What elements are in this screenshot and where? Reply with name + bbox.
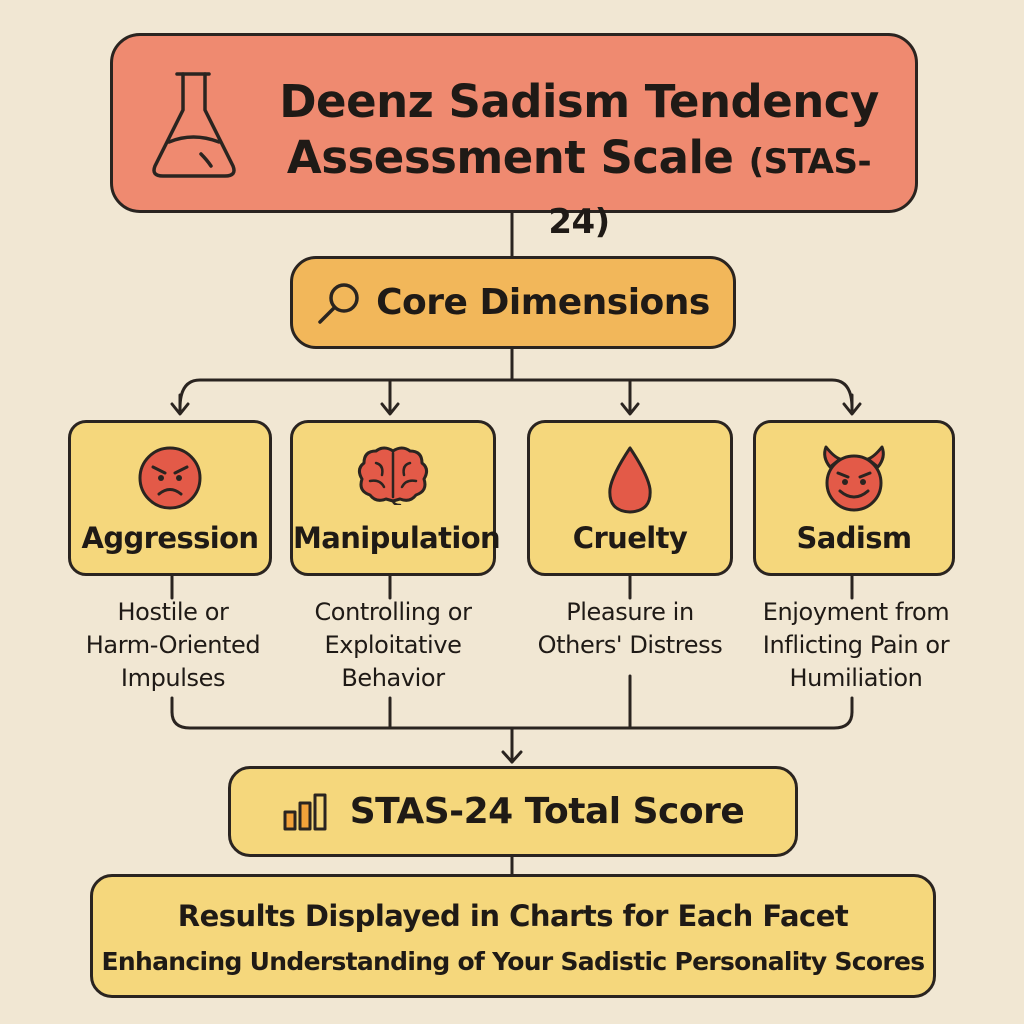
title-text — [263, 74, 895, 250]
dimension-label: Aggression — [81, 521, 259, 555]
flask-icon — [149, 70, 239, 182]
results-box — [90, 874, 936, 998]
total-score-label: STAS-24 Total Score — [349, 791, 745, 832]
core-dimensions-label: Core Dimensions — [376, 282, 710, 323]
description-line: Humiliation — [789, 664, 923, 692]
magnifier-icon — [316, 280, 362, 326]
bar-chart-icon — [282, 792, 328, 832]
total-score-box — [228, 766, 798, 857]
dimension-manipulation — [290, 420, 501, 576]
devil-face-icon — [816, 445, 892, 513]
description-line: Enjoyment from — [762, 598, 950, 626]
dimension-sadism — [753, 420, 955, 576]
title-banner — [110, 33, 918, 242]
dimension-label: Cruelty — [572, 521, 688, 555]
description-line: Hostile or — [117, 598, 229, 626]
dimension-label: Manipulation — [293, 521, 501, 555]
dimension-label: Sadism — [796, 521, 912, 555]
description-line: Pleasure in — [566, 598, 694, 626]
blood-drop-icon — [604, 445, 656, 515]
title-line-2-text: Assessment Scale — [286, 131, 734, 184]
description-aggression — [62, 596, 284, 695]
description-manipulation — [290, 596, 496, 695]
results-subheading: Enhancing Understanding of Your Sadistic Personality Scores — [101, 947, 925, 976]
description-line: Impulses — [120, 664, 226, 692]
description-line: Harm-Oriented — [85, 631, 261, 659]
title-line-2 — [263, 130, 895, 250]
dimension-aggression — [68, 420, 272, 576]
title-abbreviation: (STAS-24) — [548, 142, 872, 242]
description-cruelty — [515, 596, 745, 662]
description-sadism — [742, 596, 970, 695]
title-line-1: Deenz Sadism Tendency — [279, 75, 879, 128]
description-line: Others' Distress — [537, 631, 723, 659]
core-dimensions-box — [290, 256, 736, 349]
description-line: Behavior — [341, 664, 445, 692]
description-line: Inflicting Pain or — [762, 631, 950, 659]
brain-icon — [356, 445, 430, 505]
results-heading: Results Displayed in Charts for Each Facet — [177, 899, 849, 933]
description-line: Controlling or — [314, 598, 472, 626]
dimension-cruelty — [527, 420, 733, 576]
description-line: Exploitative — [324, 631, 462, 659]
angry-face-icon — [137, 445, 203, 511]
